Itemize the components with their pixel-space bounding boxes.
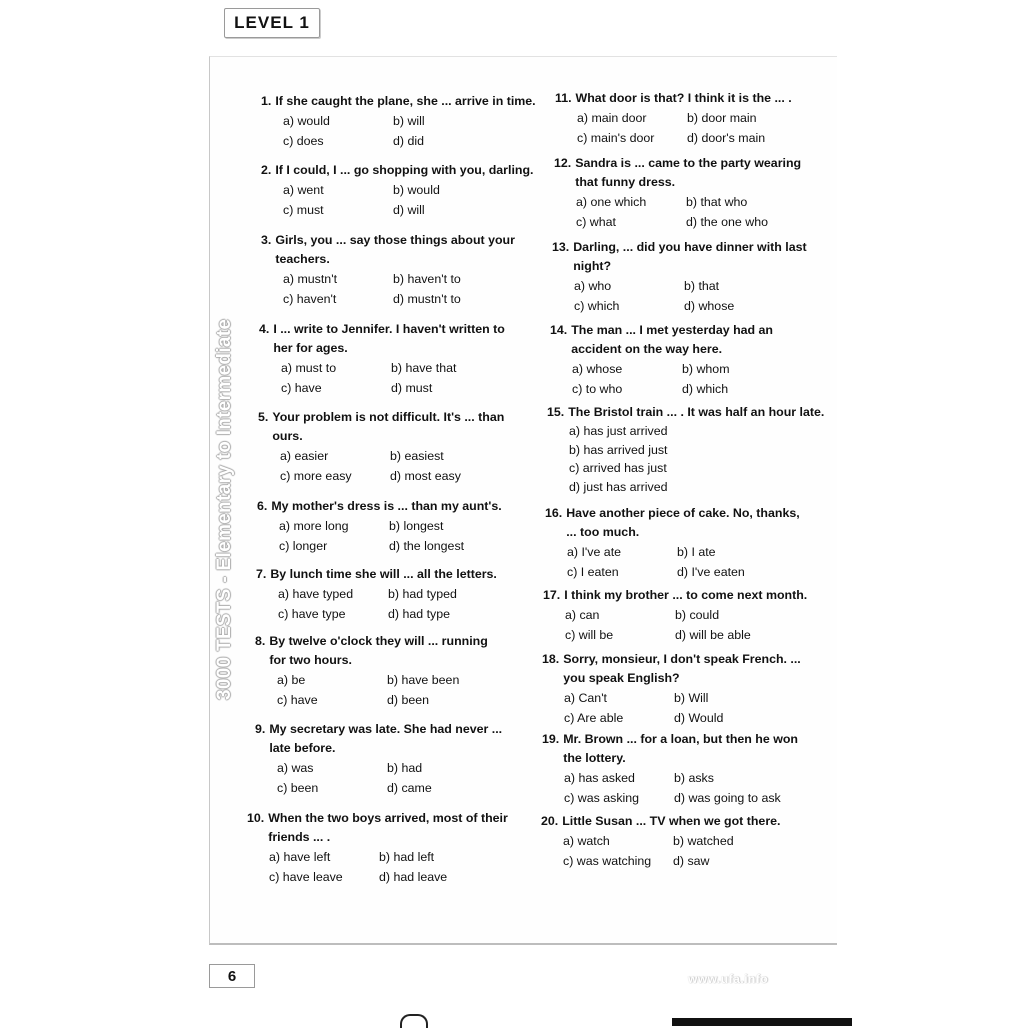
option-c[interactable]: c) longer	[279, 539, 328, 553]
option-c[interactable]: c) I eaten	[567, 565, 619, 579]
option-d[interactable]: d) I've eaten	[677, 565, 745, 579]
option-b[interactable]: b) watched	[673, 834, 734, 848]
option-d[interactable]: d) just has arrived	[569, 479, 668, 494]
page-number: 6	[227, 967, 237, 985]
option-a[interactable]: a) easier	[280, 449, 329, 463]
question-number: 4.	[259, 322, 270, 336]
question-20	[541, 812, 821, 871]
option-b[interactable]: b) would	[393, 183, 440, 197]
option-a[interactable]: a) watch	[563, 834, 610, 848]
question-stem: Girls, you ... say those things about your teachers.	[275, 233, 515, 266]
option-c[interactable]: c) must	[283, 203, 324, 217]
option-c[interactable]: c) have leave	[269, 870, 343, 884]
option-a[interactable]: a) main door	[577, 111, 647, 125]
option-b[interactable]: b) had typed	[388, 587, 457, 601]
option-a[interactable]: a) whose	[572, 362, 623, 376]
question-number: 18.	[542, 652, 560, 666]
option-a[interactable]: a) went	[283, 183, 324, 197]
question-number: 3.	[261, 233, 272, 247]
option-b[interactable]: b) have that	[391, 361, 457, 375]
option-a[interactable]: a) who	[574, 279, 612, 293]
question-stem: What door is that? I think it is the ... .	[575, 91, 792, 105]
option-a[interactable]: a) one which	[576, 195, 647, 209]
level-label: LEVEL 1	[234, 13, 310, 32]
option-b[interactable]: b) I ate	[677, 545, 716, 559]
option-a[interactable]: a) would	[283, 114, 330, 128]
binding-mark	[400, 1014, 428, 1028]
option-d[interactable]: d) had leave	[379, 870, 448, 884]
option-d[interactable]: d) most easy	[390, 469, 461, 483]
question-number: 11.	[555, 91, 572, 105]
option-d[interactable]: d) been	[387, 693, 430, 707]
question-19	[542, 730, 817, 808]
level-badge	[224, 8, 320, 38]
option-d[interactable]: d) saw	[673, 854, 710, 868]
question-13	[552, 238, 810, 316]
option-c[interactable]: c) was asking	[564, 791, 640, 805]
question-number: 10.	[247, 811, 265, 825]
question-stem: My secretary was late. She had never ... late before.	[269, 722, 503, 755]
option-d[interactable]: d) did	[393, 134, 424, 148]
option-b[interactable]: b) Will	[674, 691, 709, 705]
option-a[interactable]: a) be	[277, 673, 306, 687]
question-18	[542, 650, 807, 728]
option-c[interactable]: c) what	[576, 215, 616, 229]
option-d[interactable]: d) door's main	[687, 131, 766, 145]
question-stem: Sorry, monsieur, I don't speak French. ... you speak English?	[563, 652, 801, 685]
option-d[interactable]: d) the one who	[686, 215, 768, 229]
question-number: 9.	[255, 722, 266, 736]
watermark-text: www.ufa.info	[688, 972, 769, 986]
option-a[interactable]: a) have left	[269, 850, 331, 864]
question-11	[555, 89, 830, 148]
question-stem: The man ... I met yesterday had an accident on the way here.	[571, 323, 773, 356]
option-c[interactable]: c) have type	[278, 607, 346, 621]
question-15	[547, 403, 827, 496]
option-c[interactable]: c) will be	[565, 628, 614, 642]
option-b[interactable]: b) had	[387, 761, 423, 775]
option-b[interactable]: b) whom	[682, 362, 730, 376]
option-d[interactable]: d) will be able	[675, 628, 751, 642]
option-d[interactable]: d) will	[393, 203, 425, 217]
option-a[interactable]: a) must to	[281, 361, 337, 375]
option-a[interactable]: a) mustn't	[283, 272, 338, 286]
book-side-title: 3000 TESTS - Elementary to Intermediate	[214, 318, 235, 700]
option-c[interactable]: c) to who	[572, 382, 623, 396]
option-b[interactable]: b) that	[684, 279, 720, 293]
question-stem: When the two boys arrived, most of their friends ... .	[268, 811, 508, 844]
question-number: 7.	[256, 567, 267, 581]
option-b[interactable]: b) door main	[687, 111, 757, 125]
option-b[interactable]: b) that who	[686, 195, 748, 209]
question-10	[247, 809, 512, 887]
option-d[interactable]: d) was going to ask	[674, 791, 781, 805]
question-17	[543, 586, 828, 645]
question-5	[258, 408, 508, 486]
question-number: 14.	[550, 323, 568, 337]
option-a[interactable]: a) Can't	[564, 691, 607, 705]
option-b[interactable]: b) asks	[674, 771, 714, 785]
bottom-edge-bar	[672, 1018, 852, 1026]
question-number: 5.	[258, 410, 269, 424]
option-d[interactable]: d) which	[682, 382, 729, 396]
question-9	[255, 720, 520, 798]
option-a[interactable]: a) more long	[279, 519, 349, 533]
question-stem: My mother's dress is ... than my aunt's.	[271, 499, 502, 513]
question-2	[261, 161, 541, 220]
option-d[interactable]: d) must	[391, 381, 433, 395]
question-stem: By twelve o'clock they will ... running for two hours.	[269, 634, 488, 667]
question-stem: If I could, I ... go shopping with you, darling.	[275, 163, 534, 177]
question-stem: Your problem is not difficult. It's ... than ours.	[272, 410, 505, 443]
option-c[interactable]: c) been	[277, 781, 319, 795]
question-4	[259, 320, 527, 398]
option-a[interactable]: a) was	[277, 761, 314, 775]
question-number: 2.	[261, 163, 272, 177]
question-number: 12.	[554, 156, 572, 170]
option-b[interactable]: b) had left	[379, 850, 435, 864]
question-stem: Sandra is ... came to the party wearing that funny dress.	[575, 156, 802, 189]
option-c[interactable]: c) more easy	[280, 469, 352, 483]
question-stem: Mr. Brown ... for a loan, but then he won the lottery.	[563, 732, 798, 765]
option-c[interactable]: c) Are able	[564, 711, 624, 725]
option-c[interactable]: c) was watching	[563, 854, 652, 868]
option-b[interactable]: b) have been	[387, 673, 460, 687]
question-stem: Little Susan ... TV when we got there.	[562, 814, 781, 828]
question-6	[257, 497, 537, 556]
option-c[interactable]: c) have	[281, 381, 322, 395]
question-stem: By lunch time she will ... all the letters.	[270, 567, 497, 581]
option-b[interactable]: b) easiest	[390, 449, 444, 463]
question-number: 20.	[541, 814, 559, 828]
question-number: 6.	[257, 499, 268, 513]
question-number: 13.	[552, 240, 570, 254]
question-number: 15.	[547, 405, 565, 419]
question-1	[261, 92, 541, 151]
question-number: 8.	[255, 634, 266, 648]
option-b[interactable]: b) could	[675, 608, 720, 622]
option-b[interactable]: b) has arrived just	[569, 442, 668, 457]
question-stem: The Bristol train ... . It was half an hour late.	[568, 405, 825, 419]
option-d[interactable]: d) whose	[684, 299, 735, 313]
option-a[interactable]: a) has just arrived	[569, 424, 668, 438]
question-stem: I ... write to Jennifer. I haven't written to her for ages.	[273, 322, 505, 355]
option-b[interactable]: b) will	[393, 114, 425, 128]
option-c[interactable]: c) have	[277, 693, 318, 707]
option-a[interactable]: a) can	[565, 608, 600, 622]
option-a[interactable]: a) has asked	[564, 771, 635, 785]
option-d[interactable]: d) mustn't to	[393, 292, 461, 306]
question-3	[261, 231, 516, 309]
question-7	[256, 565, 536, 624]
option-d[interactable]: d) came	[387, 781, 432, 795]
question-number: 16.	[545, 506, 563, 520]
option-c[interactable]: c) haven't	[283, 292, 337, 306]
question-stem: If she caught the plane, she ... arrive in time.	[275, 94, 536, 108]
question-12	[554, 154, 819, 232]
question-number: 17.	[543, 588, 561, 602]
question-stem: Have another piece of cake. No, thanks, ... too much.	[566, 506, 800, 539]
option-d[interactable]: d) Would	[674, 711, 724, 725]
question-stem: Darling, ... did you have dinner with last night?	[573, 240, 807, 273]
option-c[interactable]: c) does	[283, 134, 324, 148]
question-number: 19.	[542, 732, 560, 746]
option-d[interactable]: d) had type	[388, 607, 450, 621]
option-b[interactable]: b) haven't to	[393, 272, 461, 286]
option-c[interactable]: c) arrived has just	[569, 461, 667, 475]
option-d[interactable]: d) the longest	[389, 539, 465, 553]
question-number: 1.	[261, 94, 272, 108]
question-14	[550, 321, 820, 399]
question-stem: I think my brother ... to come next month.	[564, 588, 808, 602]
question-8	[255, 632, 505, 710]
option-a[interactable]: a) I've ate	[567, 545, 622, 559]
question-16	[545, 504, 810, 582]
option-c[interactable]: c) which	[574, 299, 620, 313]
option-c[interactable]: c) main's door	[577, 131, 655, 145]
option-a[interactable]: a) have typed	[278, 587, 354, 601]
page-number-box	[209, 964, 255, 988]
option-b[interactable]: b) longest	[389, 519, 444, 533]
